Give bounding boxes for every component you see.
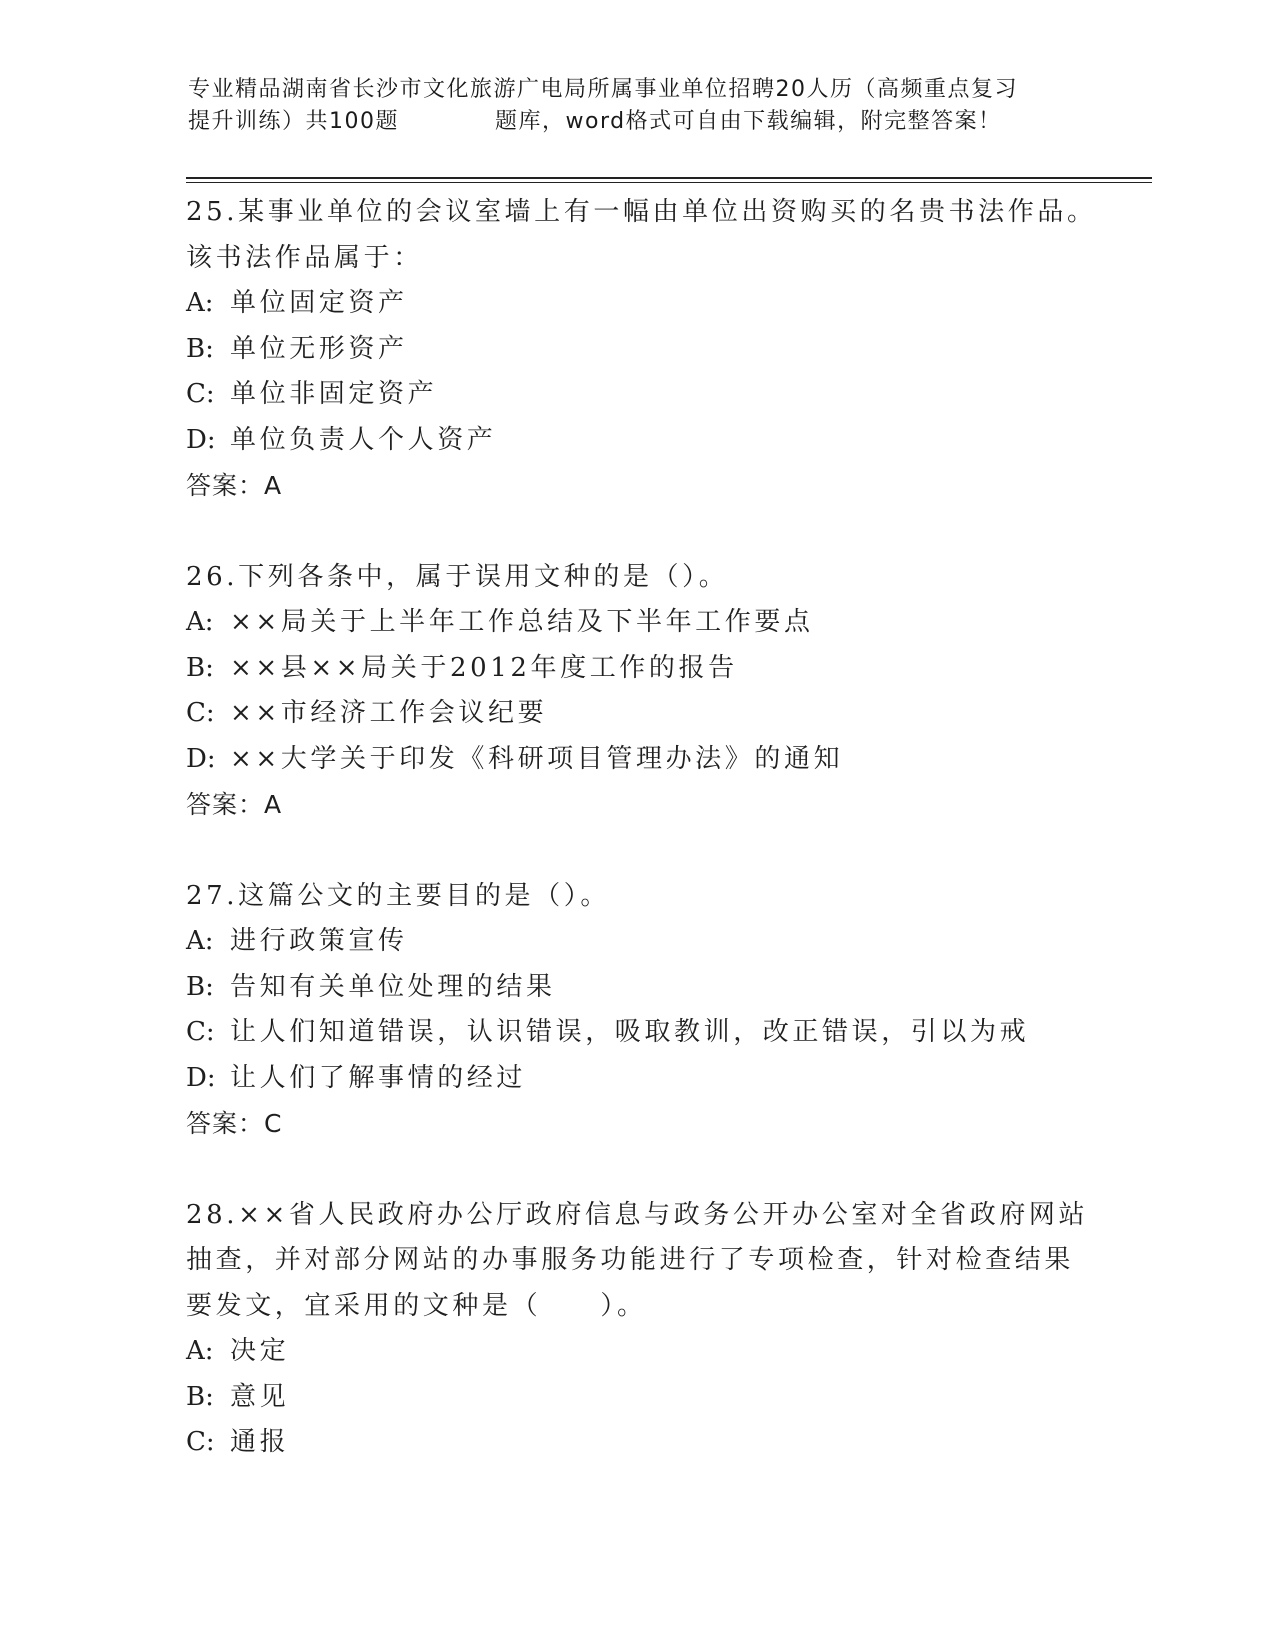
option-text: 单位非固定资产 bbox=[230, 379, 438, 409]
question-text: 抽查，并对部分网站的办事服务功能进行了专项检查，针对检查结果 bbox=[186, 1245, 1075, 1275]
question-text: 26.下列各条中，属于误用文种的是（）。 bbox=[186, 561, 729, 592]
option-key: A: bbox=[186, 607, 214, 637]
header-divider-thin bbox=[186, 182, 1152, 183]
header-title-line-2-part-1: 提升训练）共100题 bbox=[188, 109, 399, 134]
option-d bbox=[186, 418, 1086, 464]
question-27 bbox=[186, 874, 1086, 1147]
answer-line: 答案：A bbox=[186, 790, 283, 819]
option-text: 让人们了解事情的经过 bbox=[230, 1062, 527, 1093]
question-text: 25.某事业单位的会议室墙上有一幅由单位出资购买的名贵书法作品。 bbox=[186, 197, 1097, 227]
option-c bbox=[186, 691, 1086, 737]
option-text: 让人们知道错误，认识错误，吸取教训，改正错误，引以为戒 bbox=[230, 1017, 1030, 1047]
option-key: C: bbox=[186, 1427, 215, 1457]
option-key: B: bbox=[186, 333, 214, 364]
option-a bbox=[186, 919, 1086, 965]
option-text: 决定 bbox=[230, 1336, 290, 1366]
question-text: 27.这篇公文的主要目的是（）。 bbox=[186, 880, 610, 911]
option-c bbox=[186, 1010, 1086, 1056]
option-text: 意见 bbox=[230, 1381, 290, 1412]
option-key: B: bbox=[186, 1381, 214, 1412]
option-b bbox=[186, 327, 1086, 373]
option-c bbox=[186, 1420, 1086, 1466]
option-text: 单位负责人个人资产 bbox=[230, 424, 497, 455]
question-text: 该书法作品属于： bbox=[186, 242, 423, 273]
option-d bbox=[186, 1056, 1086, 1102]
option-text: ××大学关于印发《科研项目管理办法》的通知 bbox=[230, 743, 844, 774]
header-divider-thick bbox=[186, 177, 1152, 179]
question-25 bbox=[186, 190, 1097, 509]
option-key: B: bbox=[186, 971, 214, 1002]
option-key: D: bbox=[186, 743, 216, 774]
document-header bbox=[188, 74, 1088, 138]
header-title-line-2 bbox=[188, 106, 1088, 138]
question-text: 28.××省人民政府办公厅政府信息与政务公开办公室对全省政府网站 bbox=[186, 1199, 1089, 1230]
option-key: A: bbox=[186, 1336, 214, 1366]
option-b bbox=[186, 646, 1086, 692]
option-text: ××局关于上半年工作总结及下半年工作要点 bbox=[230, 607, 814, 637]
option-text: ××县××局关于2012年度工作的报告 bbox=[230, 652, 738, 683]
header-title-line-1: 专业精品湖南省长沙市文化旅游广电局所属事业单位招聘20人历（高频重点复习 bbox=[188, 77, 1018, 102]
option-key: C: bbox=[186, 379, 215, 409]
answer-line: 答案：C bbox=[186, 1109, 283, 1138]
answer-line: 答案：A bbox=[186, 471, 283, 500]
option-key: C: bbox=[186, 698, 215, 728]
option-a bbox=[186, 1329, 1086, 1375]
option-text: 通报 bbox=[230, 1427, 290, 1457]
option-key: D: bbox=[186, 424, 216, 455]
option-key: A: bbox=[186, 288, 214, 318]
question-text: 要发文，宜采用的文种是（ ）。 bbox=[186, 1290, 647, 1321]
question-26 bbox=[186, 555, 1086, 828]
option-text: 单位固定资产 bbox=[230, 288, 408, 318]
option-key: D: bbox=[186, 1062, 216, 1093]
option-text: 单位无形资产 bbox=[230, 333, 408, 364]
option-a bbox=[186, 600, 1086, 646]
option-key: B: bbox=[186, 652, 214, 683]
option-key: A: bbox=[186, 926, 214, 956]
question-28 bbox=[186, 1193, 1089, 1466]
header-title-line-2-part-2: 题库，word格式可自由下载编辑，附完整答案！ bbox=[495, 109, 1002, 134]
question-list bbox=[186, 190, 1097, 1466]
option-key: C: bbox=[186, 1017, 215, 1047]
option-b bbox=[186, 1375, 1086, 1421]
option-b bbox=[186, 965, 1086, 1011]
option-d bbox=[186, 737, 1086, 783]
option-text: 进行政策宣传 bbox=[230, 926, 408, 956]
option-a bbox=[186, 281, 1086, 327]
option-text: 告知有关单位处理的结果 bbox=[230, 971, 556, 1002]
option-c bbox=[186, 372, 1086, 418]
option-text: ××市经济工作会议纪要 bbox=[230, 698, 548, 728]
